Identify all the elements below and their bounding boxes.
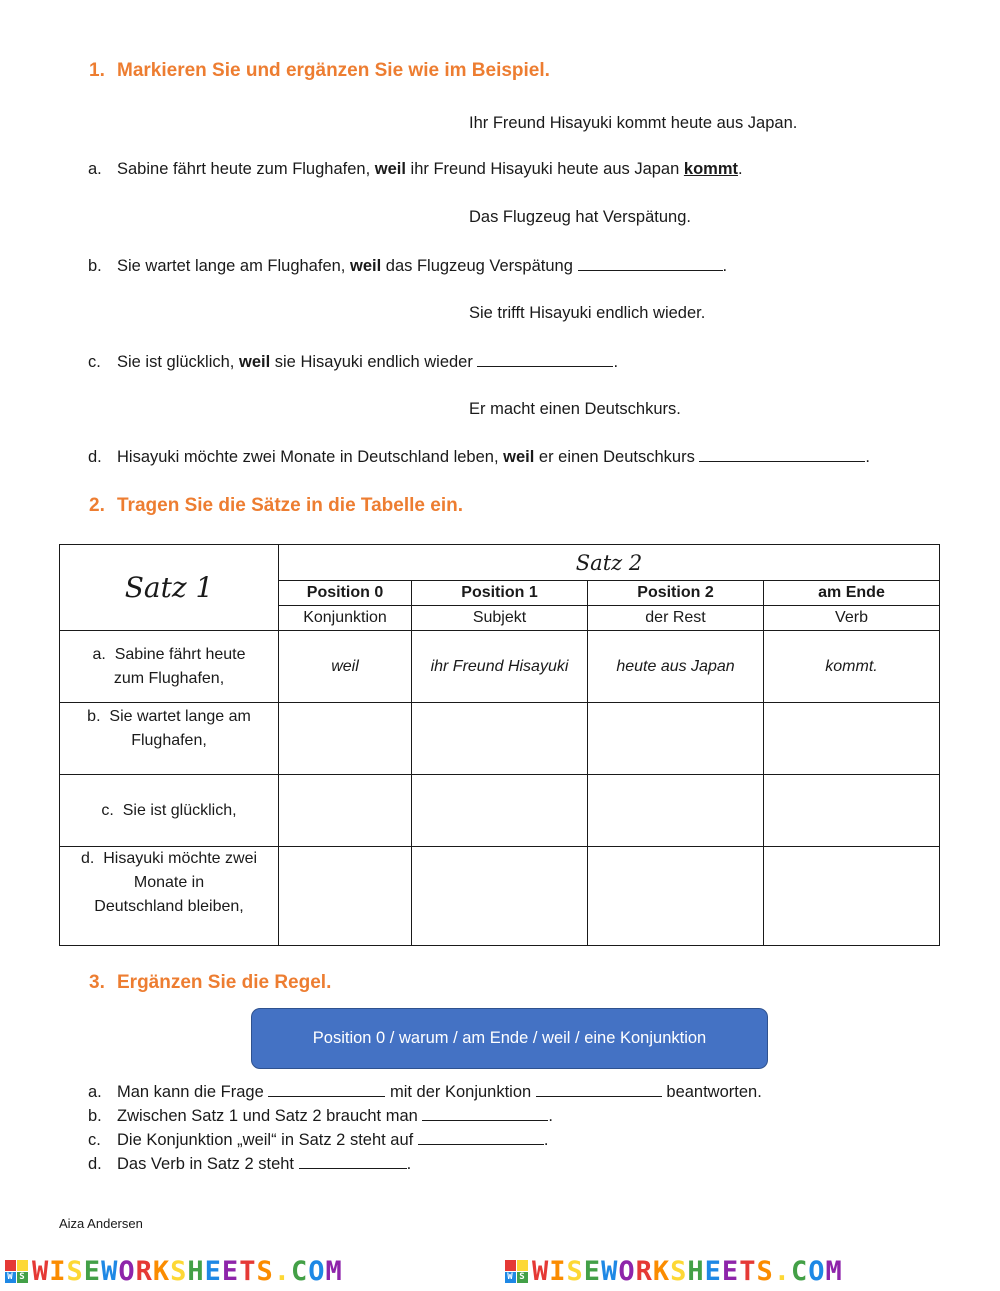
item-label: c. — [88, 353, 101, 371]
rule-blank-a2[interactable] — [536, 1082, 662, 1097]
given-sentence-a: Ihr Freund Hisayuki kommt heute aus Japan. — [469, 114, 798, 132]
brand-letter: T — [739, 1255, 757, 1287]
item-text: ihr Freund Hisayuki heute aus Japan — [410, 160, 680, 178]
brand-logo-square: S — [517, 1272, 528, 1283]
brand-logo-square: S — [17, 1272, 28, 1283]
brand-letter: T — [239, 1255, 257, 1287]
brand-letter: S — [66, 1255, 84, 1287]
brand-logo-square — [17, 1260, 28, 1271]
satz2-header: Satz 2 — [279, 545, 940, 581]
brand-letter: W — [101, 1255, 119, 1287]
rule-blank-c[interactable] — [418, 1130, 544, 1145]
table-row — [60, 775, 940, 847]
item-label: a. — [88, 1083, 102, 1101]
brand-letter: I — [49, 1255, 67, 1287]
brand-letter: R — [135, 1255, 153, 1287]
brand-letter: I — [549, 1255, 567, 1287]
cell-d-position-1[interactable] — [412, 847, 588, 946]
row-text: Flughafen, — [131, 732, 207, 749]
brand-letter: S — [256, 1255, 274, 1287]
item-text: Hisayuki möchte zwei Monate in Deutschland leben, — [117, 448, 499, 466]
brand-letter: W — [601, 1255, 619, 1287]
header-am-ende: am Ende — [764, 581, 940, 606]
header-position-1: Position 1 — [412, 581, 588, 606]
row-text: Hisayuki möchte zwei — [103, 850, 258, 867]
brand-letter: S — [566, 1255, 584, 1287]
brand-letter: C — [790, 1255, 809, 1287]
row-b-sentence — [60, 703, 279, 775]
item-text: Sabine fährt heute zum Flughafen, — [117, 160, 371, 178]
cell-b-position-2[interactable] — [588, 703, 764, 775]
brand-letter: W — [532, 1255, 550, 1287]
row-text: Deutschland bleiben, — [94, 898, 244, 915]
exercise-3-heading — [89, 972, 331, 994]
role-verb: Verb — [764, 606, 940, 631]
item-label: d. — [88, 448, 102, 466]
keyword-weil: weil — [503, 448, 535, 466]
brand-letter: M — [325, 1255, 343, 1287]
item-text: beantworten. — [666, 1083, 762, 1101]
item-end: . — [865, 448, 871, 466]
brand-letter: K — [652, 1255, 671, 1287]
item-text: Sie wartet lange am Flughafen, — [117, 257, 346, 275]
brand-letter: K — [152, 1255, 171, 1287]
item-text: Sie ist glücklich, — [117, 353, 235, 371]
item-text: Man kann die Frage — [117, 1083, 264, 1101]
cell-b-position-0[interactable] — [279, 703, 412, 775]
cell-d-am-ende[interactable] — [764, 847, 940, 946]
brand-letter: E — [204, 1255, 222, 1287]
row-label: b. — [87, 708, 101, 725]
exercise-1-item-a — [88, 160, 743, 179]
brand-logo — [505, 1260, 528, 1283]
brand-letter: . — [273, 1255, 291, 1287]
exercise-1-item-c — [88, 352, 618, 372]
sentence-table — [59, 544, 940, 946]
brand-letter: M — [825, 1255, 843, 1287]
cell-c-position-1[interactable] — [412, 775, 588, 847]
exercise-1-title: Markieren Sie und ergänzen Sie wie im Beispiel. — [117, 60, 550, 81]
item-end: . — [613, 353, 619, 371]
given-sentence-d: Er macht einen Deutschkurs. — [469, 400, 681, 418]
exercise-3-title: Ergänzen Sie die Regel. — [117, 972, 332, 993]
exercise-3-item-b — [88, 1106, 553, 1126]
brand-letter: S — [756, 1255, 774, 1287]
brand-letter: R — [635, 1255, 653, 1287]
cell-a-position-0: weil — [279, 631, 412, 703]
cell-d-position-0[interactable] — [279, 847, 412, 946]
row-text: Sie wartet lange am — [109, 708, 251, 725]
item-text: Das Verb in Satz 2 steht — [117, 1155, 295, 1173]
role-subjekt: Subjekt — [412, 606, 588, 631]
brand-letter: E — [704, 1255, 722, 1287]
item-end: . — [543, 1131, 549, 1149]
exercise-2-heading — [89, 495, 463, 517]
row-text: Sabine fährt heute — [114, 645, 246, 663]
item-label: d. — [88, 1155, 102, 1173]
cell-c-am-ende[interactable] — [764, 775, 940, 847]
role-konjunktion: Konjunktion — [279, 606, 412, 631]
table-row — [60, 631, 940, 703]
cell-a-position-1: ihr Freund Hisayuki — [412, 631, 588, 703]
brand-letter: H — [187, 1255, 205, 1287]
item-text: Zwischen Satz 1 und Satz 2 braucht man — [117, 1107, 418, 1125]
table-row — [60, 847, 940, 946]
row-label: c. — [101, 801, 114, 819]
item-end: . — [722, 257, 728, 275]
brand-letter: W — [32, 1255, 50, 1287]
brand-letter: . — [773, 1255, 791, 1287]
item-text: er einen Deutschkurs — [538, 448, 695, 466]
item-text: sie Hisayuki endlich wieder — [274, 353, 473, 371]
row-text: Monate in — [133, 874, 205, 891]
keyword-weil: weil — [238, 353, 271, 371]
answer-blank-d[interactable] — [699, 447, 865, 462]
brand-letter: O — [618, 1255, 636, 1287]
exercise-1-item-b — [88, 256, 727, 276]
item-end: . — [406, 1155, 412, 1173]
brand-logo-square: W — [505, 1272, 516, 1283]
keyword-weil: weil — [349, 257, 382, 275]
brand-logo — [5, 1260, 28, 1283]
cell-c-position-0[interactable] — [279, 775, 412, 847]
given-sentence-c: Sie trifft Hisayuki endlich wieder. — [469, 304, 706, 322]
brand-letter: C — [290, 1255, 309, 1287]
item-label: b. — [88, 1107, 102, 1125]
brand-letter: O — [118, 1255, 136, 1287]
item-label: a. — [88, 160, 102, 178]
item-end: . — [548, 1107, 554, 1125]
exercise-3-item-c — [88, 1130, 548, 1150]
exercise-3-number: 3. — [89, 972, 105, 993]
brand-text — [32, 1256, 343, 1287]
brand-letter: E — [583, 1255, 602, 1287]
cell-a-am-ende: kommt. — [764, 631, 940, 703]
row-label: a. — [92, 645, 106, 663]
row-d-sentence — [60, 847, 279, 946]
row-text: zum Flughafen, — [113, 669, 225, 687]
role-rest: der Rest — [588, 606, 764, 631]
table-row — [60, 703, 940, 775]
item-label: c. — [88, 1131, 101, 1149]
rule-blank-a1[interactable] — [268, 1082, 385, 1097]
cell-b-position-1[interactable] — [412, 703, 588, 775]
rule-blank-b[interactable] — [422, 1106, 548, 1121]
exercise-2-number: 2. — [89, 495, 105, 516]
cell-c-position-2[interactable] — [588, 775, 764, 847]
brand-letter: S — [170, 1255, 188, 1287]
example-answer: kommt — [683, 160, 738, 178]
exercise-1-item-d — [88, 447, 870, 467]
item-end: . — [737, 160, 743, 178]
brand-watermark-1 — [5, 1256, 343, 1286]
brand-logo-square — [517, 1260, 528, 1271]
brand-logo-square — [505, 1260, 516, 1271]
item-text: Die Konjunktion „weil“ in Satz 2 steht auf — [117, 1131, 414, 1149]
brand-letter: S — [670, 1255, 688, 1287]
item-text: das Flugzeug Verspätung — [385, 257, 573, 275]
brand-letter: H — [687, 1255, 705, 1287]
exercise-2-title: Tragen Sie die Sätze in die Tabelle ein. — [117, 495, 463, 516]
author-credit: Aiza Andersen — [59, 1216, 143, 1231]
keyword-weil: weil — [374, 160, 406, 178]
exercise-3-item-a — [88, 1082, 762, 1102]
word-box: Position 0 / warum / am Ende / weil / eine Konjunktion — [251, 1008, 768, 1069]
row-label: d. — [80, 850, 95, 867]
brand-letter: E — [83, 1255, 102, 1287]
row-a-sentence — [60, 631, 279, 703]
exercise-1-heading — [89, 60, 550, 82]
given-sentence-b: Das Flugzeug hat Verspätung. — [469, 208, 691, 226]
cell-a-position-2: heute aus Japan — [588, 631, 764, 703]
brand-watermark-2 — [505, 1256, 843, 1286]
header-position-0: Position 0 — [279, 581, 412, 606]
item-text: mit der Konjunktion — [389, 1083, 532, 1101]
answer-blank-c[interactable] — [477, 352, 613, 367]
row-text: Sie ist glücklich, — [122, 801, 237, 819]
rule-blank-d[interactable] — [299, 1154, 407, 1169]
row-c-sentence — [60, 775, 279, 847]
cell-d-position-2[interactable] — [588, 847, 764, 946]
header-position-2: Position 2 — [588, 581, 764, 606]
answer-blank-b[interactable] — [578, 256, 723, 271]
brand-letter: O — [808, 1255, 826, 1287]
item-label: b. — [88, 257, 102, 275]
brand-letter: E — [721, 1255, 740, 1287]
brand-logo-square: W — [5, 1272, 16, 1283]
brand-letter: E — [221, 1255, 240, 1287]
cell-b-am-ende[interactable] — [764, 703, 940, 775]
brand-logo-square — [5, 1260, 16, 1271]
satz1-header: Satz 1 — [60, 545, 279, 631]
exercise-1-number: 1. — [89, 60, 105, 81]
exercise-3-item-d — [88, 1154, 411, 1174]
brand-letter: O — [308, 1255, 326, 1287]
brand-text — [532, 1256, 843, 1287]
